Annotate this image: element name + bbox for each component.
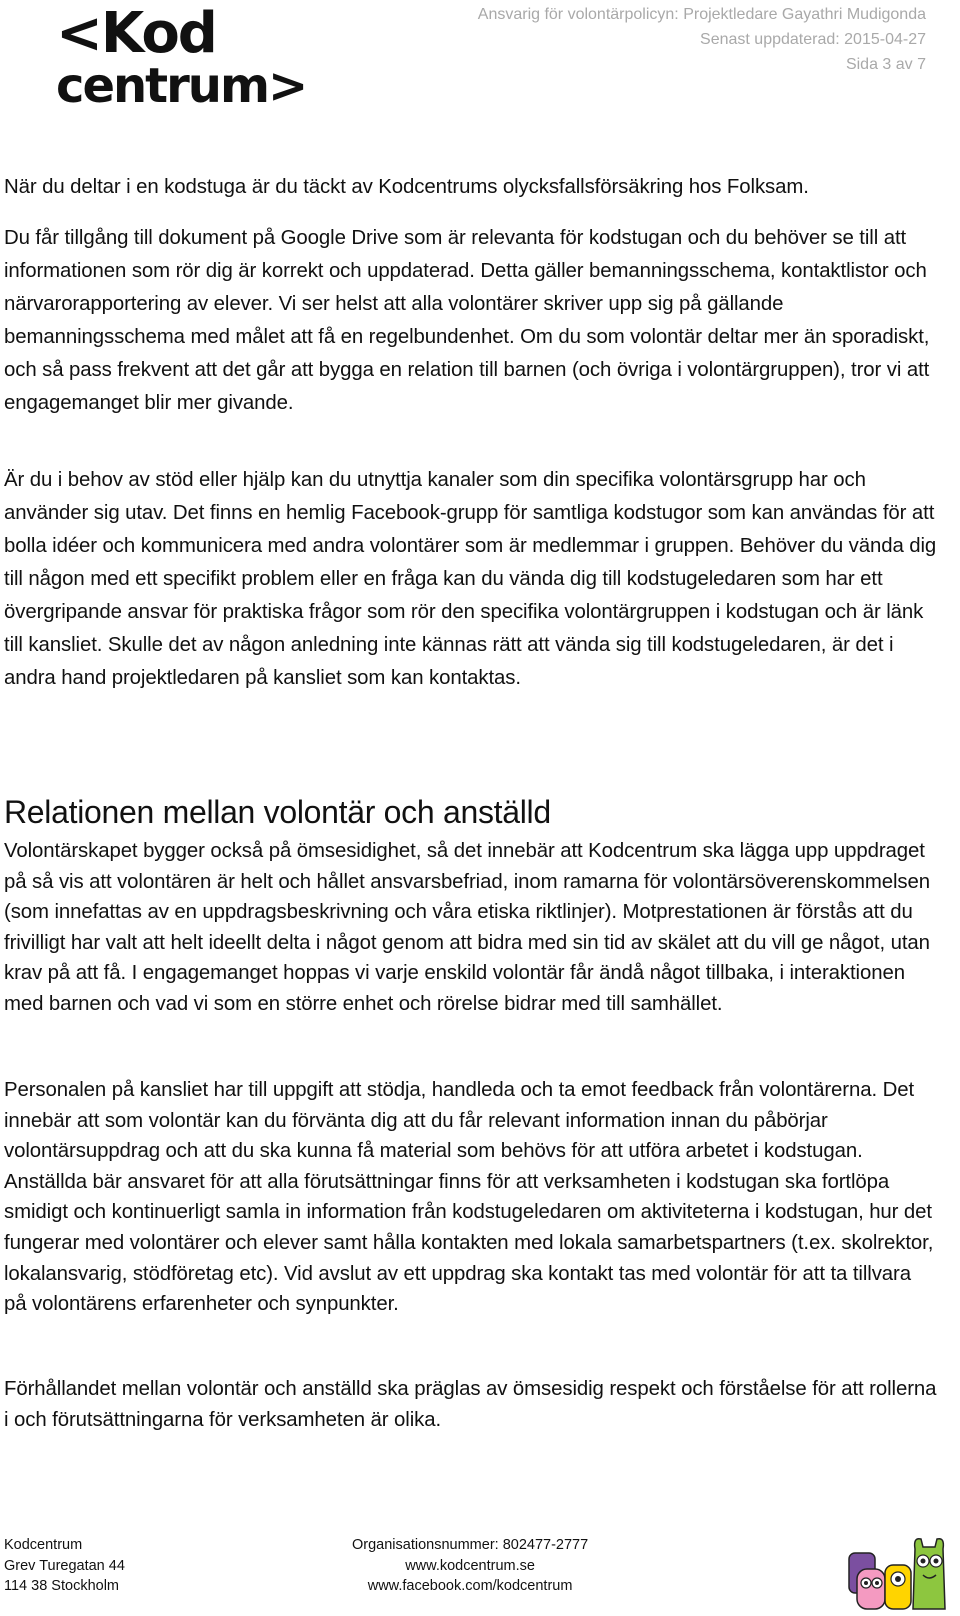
body-section-1 bbox=[4, 171, 939, 204]
paragraph-support: Är du i behov av stöd eller hjälp kan du utnyttja kanaler som din specifika volontärsgrupp har och använder sig utav. Det finns en hemlig Facebook-grupp för samtliga kodstugor som kan användas för att bolla idéer och kommunicera med andra volontärer som är medlemmar i gruppen. Behöver du vända dig till någon med ett specifikt problem eller en fråga kan du vända dig till kodstugeledaren som har ett övergripande ansvar för praktiska frågor som rör den specifika volontärgruppen i kodstugan och är länk till kansliet. Skulle det av någon anledning inte kännas rätt att vända sig till kodstugeledaren, är det i andra hand projektledaren på kansliet som kan kontaktas. bbox=[4, 469, 937, 689]
footer-city: 114 38 Stockholm bbox=[4, 1578, 119, 1594]
page-number: Sida 3 av 7 bbox=[845, 56, 926, 73]
footer-contact bbox=[352, 1535, 588, 1597]
body-section-4 bbox=[4, 836, 939, 1020]
body-section-6 bbox=[4, 1374, 939, 1435]
body-section-5 bbox=[4, 1075, 939, 1320]
footer-org: Kodcentrum bbox=[4, 1537, 83, 1553]
body-section-3 bbox=[4, 464, 939, 695]
paragraph-staff: Personalen på kansliet har till uppgift att stödja, handleda och ta emot feedback från volontärerna. Det innebär att som volontär kan du förvänta dig att du får relevant information innan du påbörjar volontärsuppdrag och att du ska kunna få material som behövs för att utföra arbetet i kodstugan. Anställda bär ansvaret för att alla förutsättningar finns för att verksamheten i kodstugan ska fortlöpa smidigt och kontinuerligt samla in information från kodstugeledaren om aktiviteterna i kodstugan, hur det fungerar med volontärer och elever samt hålla kontakten med lokala samarbetspartners (t.ex. skolrektor, lokalansvarig, stödföretag etc). Vid avslut av ett uppdrag ska kontakt tas med volontär för att ta tillvara på volontärens erfarenheter och synpunkter. bbox=[4, 1079, 934, 1316]
body-section-2 bbox=[4, 222, 939, 420]
kodcentrum-logo bbox=[56, 4, 318, 108]
footer-address bbox=[4, 1535, 125, 1597]
footer-facebook-link[interactable]: www.facebook.com/kodcentrum bbox=[367, 1578, 573, 1594]
paragraph-insurance: När du deltar i en kodstuga är du täckt av Kodcentrums olycksfallsförsäkring hos Folksam. bbox=[4, 176, 809, 198]
footer-web-link[interactable]: www.kodcentrum.se bbox=[405, 1557, 535, 1574]
updated-line: Senast uppdaterad: 2015-04-27 bbox=[700, 31, 926, 48]
footer-street: Grev Turegatan 44 bbox=[4, 1557, 125, 1574]
footer-orgnr: Organisationsnummer: 802477-2777 bbox=[352, 1537, 589, 1553]
responsible-line: Ansvarig för volontärpolicyn: Projektledare Gayathri Mudigonda bbox=[477, 6, 926, 23]
section-heading: Relationen mellan volontär och anställd bbox=[4, 794, 551, 830]
paragraph-google-drive: Du får tillgång till dokument på Google Drive som är relevanta för kodstugan och du behöver se till att informationen som rör dig är korrekt och uppdaterad. Detta gäller bemanningsschema, kontaktlistor och närvarorapportering av elever. Vi ser helst att alla volontärer skriver upp sig på gällande bemanningsschema med målet att få en regelbundenhet. Om du som volontär deltar mer än sporadiskt, och så pass frekvent att det går att bygga en relation till barnen (och övriga i volontärgruppen), tror vi att engagemanget blir mer givande. bbox=[4, 227, 930, 414]
logo-line2: centrum> bbox=[56, 58, 307, 108]
paragraph-reciprocity: Volontärskapet bygger också på ömsesidighet, så det innebär att Kodcentrum ska lägga upp uppdraget på så vis att volontären är helt och hållet ansvarsbefriad, inom ramarna för volontärsöverenskommelsen (som innefattas av en uppdragsbeskrivning och våra etiska riktlinjer). Motprestationen är förstås att du frivilligt har valt att helt ideellt delta i något genom att bidra med sin tid av skälet att du vill ge något, utan krav på att få. I engagemanget hoppas vi varje enskild volontär får ändå något tillbaka, i interaktionen med barnen och vad vi som en större enhet och rörelse bidrar med till samhället. bbox=[4, 840, 930, 1015]
logo-line1: <Kod bbox=[56, 4, 216, 66]
paragraph-respect: Förhållandet mellan volontär och anställd ska präglas av ömsesidig respekt och förståelse för att rollerna i och förutsättningarna för verksamheten är olika. bbox=[4, 1378, 937, 1431]
kodcentrum-mascots bbox=[843, 1535, 953, 1611]
header-meta bbox=[478, 2, 926, 77]
body-section-heading bbox=[4, 792, 939, 832]
